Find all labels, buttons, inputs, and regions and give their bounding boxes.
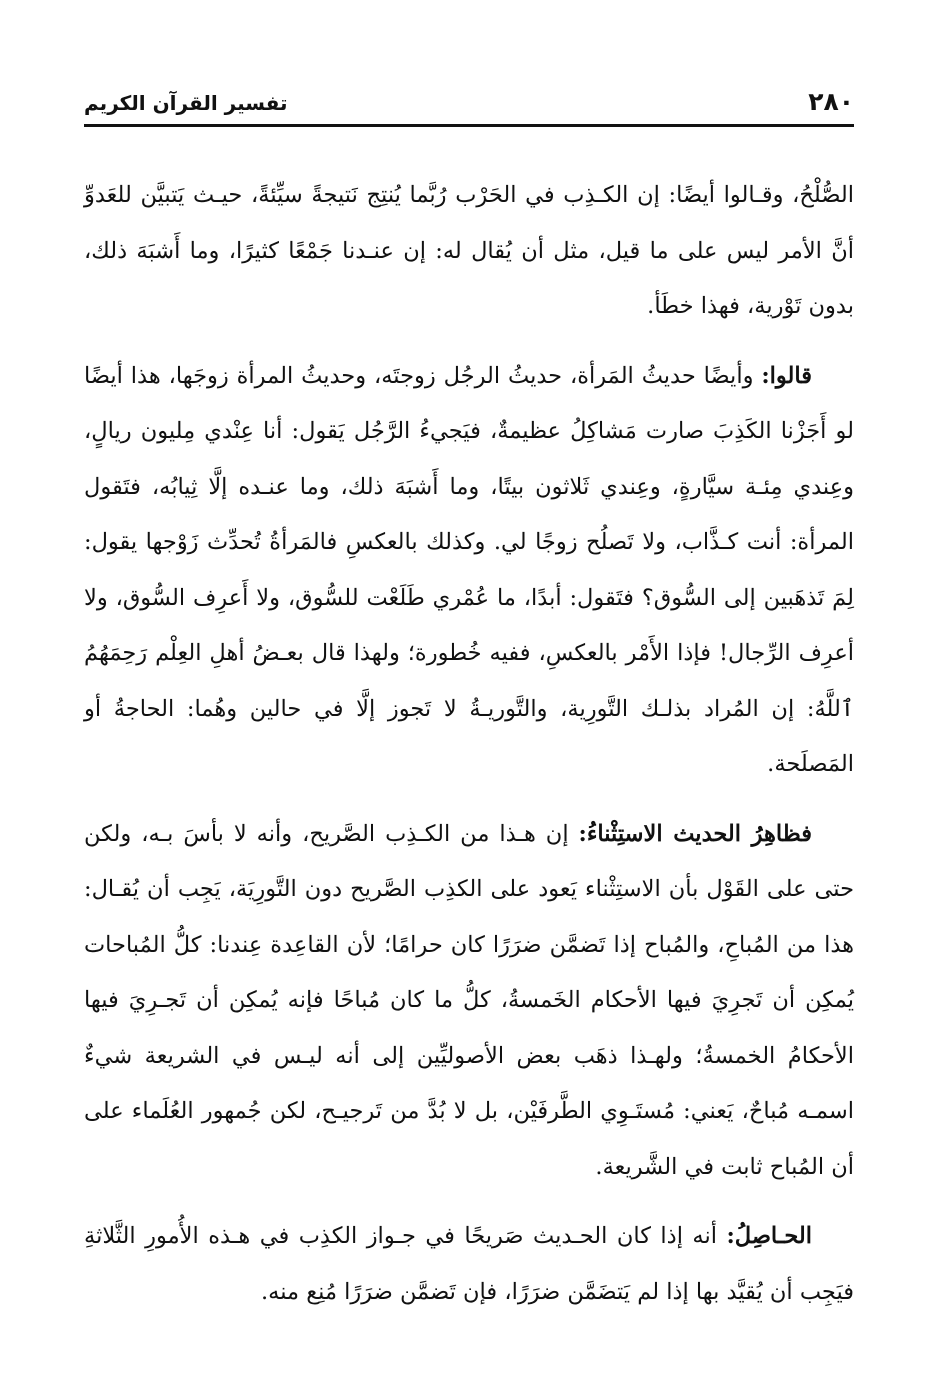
paragraph-3-text: إن هـذا من الكـذِب الصَّريح، وأنه لا بأسَ بـه، ولكن حتى على القَوْل بأن الاستِثْناء يَعود على الكذِب الصَّريح دون التَّورِيَة، يَجِب أن يُقـال: هذا من المُباحِ، والمُباح إذا تَضمَّن ضرَرًا كان حرامًا؛ لأن القاعِدة عِندنا: كلُّ المُباحات يُمكِن أن تَجرِيَ فيها الأحكام الخَمسةُ، كلُّ ما كان مُباحًا فإنه يُمكِن أن تَجـرِيَ فيها الأحكامُ الخمسةُ؛ ولهـذا ذهَب بعض الأصوليِّين إلى أنه ليـس في الشريعة شيءٌ اسمـه مُباحٌ، يَعني: مُستَـوِي الطَّرفَيْن، بل لا بُدَّ من تَرجيـح، لكن جُمهور العُلَماء على أن المُباح ثابت في الشَّريعة. (84, 820, 854, 1180)
paragraph-4 (84, 1209, 854, 1320)
header-divider (84, 124, 854, 127)
running-title: تفسير القرآن الكريم (84, 91, 288, 115)
paragraph-2-lead: قالوا: (761, 362, 812, 389)
paragraph-1 (84, 168, 854, 335)
paragraph-4-lead: الحـاصِلُ: (726, 1223, 812, 1249)
paragraph-2-text: وأيضًا حديثُ المَرأة، حديثُ الرجُل زوجتَه، وحديثُ المرأة زوجَها، هذا أيضًا لو أَجَزْنا الكَذِبَ صارت مَشاكِلُ عظيمةٌ، فيَجيءُ الرَّجُل يَقول: أنا عِنْدي مِليون ريالٍ، وعِندي مِئـة سيَّارةٍ، وعِندي ثَلاثون بيتًا، وما أَشبَهَ ذلك، وما عنـده إلَّا ثِيابُه، فتَقول المرأة: أنت كـذَّاب، ولا تَصلُح زوجًا لي. وكذلك بالعكسِ فالمَرأةُ تُحدِّث زَوْجها يقول: لِمَ تَذهَبين إلى السُّوق؟ فتَقول: أبدًا، ما عُمْري طَلَعْت للسُّوق، ولا أَعرِف السُّوق، ولا أعرِف الرِّجال! فإذا الأَمْر بالعكسِ، ففيه خُطورة؛ ولهذا قال بعـضُ أهلِ العِلْم رَحِمَهُمُ ٱللَّهُ: إن المُراد بذلـك التَّورِية، والتَّوريـةُ لا تَجوز إلَّا في حالين وهُما: الحاجةُ أو المَصلَحة. (84, 362, 854, 777)
paragraph-3-lead: فظاهِرُ الحديث الاستِثْناءُ: (578, 820, 812, 847)
paragraph-3 (84, 807, 854, 1196)
paragraph-1-text: الصُّلْحُ، وقـالوا أيضًا: إن الكـذِب في الحَرْب رُبَّما يُنتِج نَتيجةً سيِّئةً، حيـث يَتبيَّن للعَدوِّ أنَّ الأمر ليس على ما قيل، مثل أن يُقال له: إن عنـدنا جَمْعًا كثيرًا، وما أَشبَهَ ذلك، بدون تَوْرية، فهذا خطَأ. (84, 182, 855, 319)
body-text (84, 168, 854, 1320)
page-number: ٢٨٠ (808, 87, 854, 116)
paragraph-2 (84, 349, 854, 793)
page-header (84, 88, 854, 120)
paragraph-4-text: أنه إذا كان الحـديث صَريحًا في جـواز الكذِب في هـذه الأُمورِ الثَّلاثةِ فيَجِب أن يُقيَّد بها إذا لم يَتضَمَّن ضرَرًا، فإن تَضمَّن ضرَرًا مُنِع منه. (84, 1223, 854, 1305)
